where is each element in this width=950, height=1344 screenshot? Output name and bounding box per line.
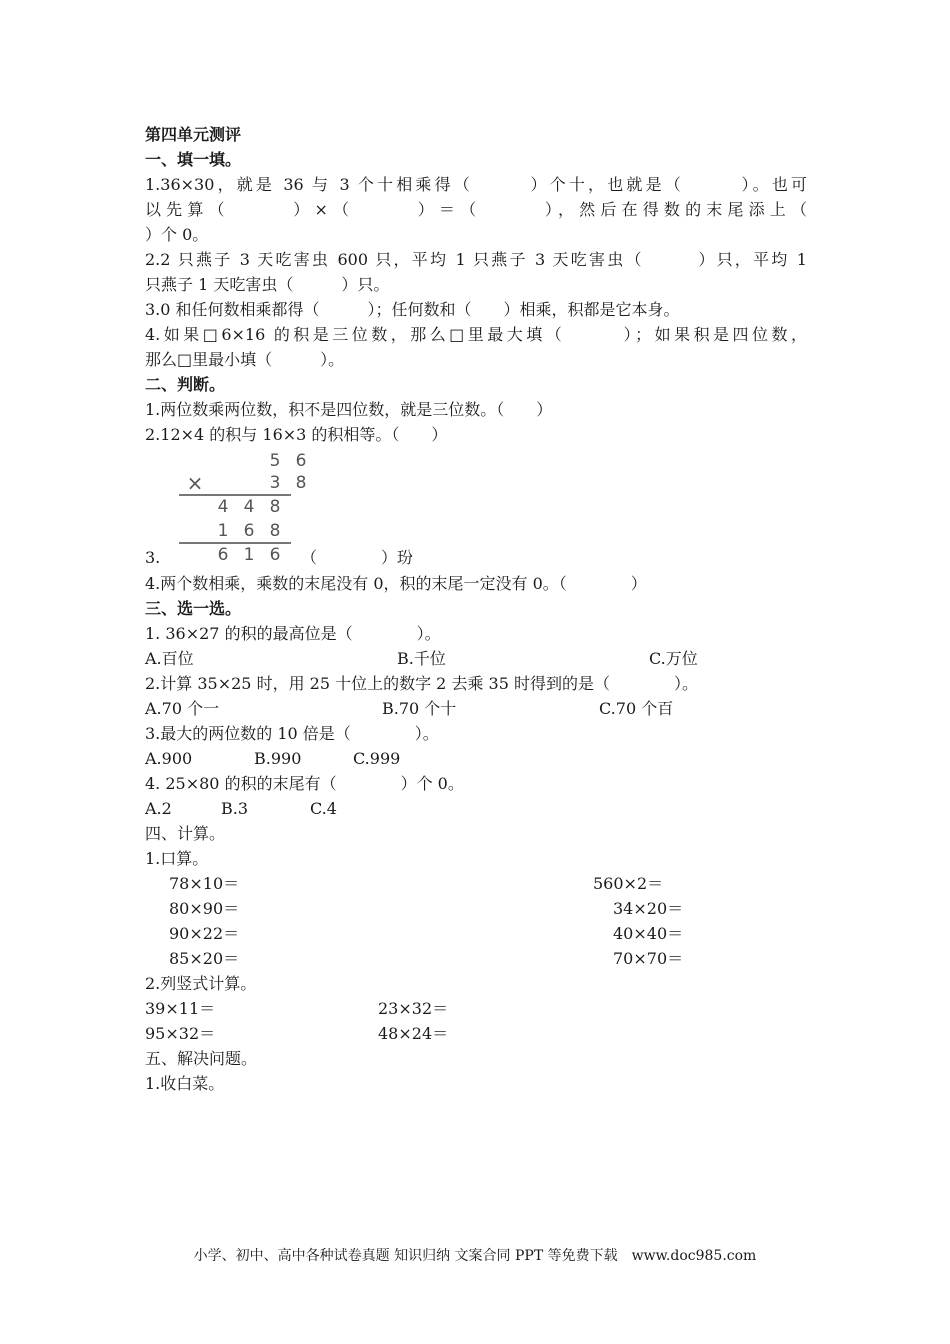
s4-sub1: 1.口算。 xyxy=(145,849,209,868)
column-calc-right-2: 48×24＝ xyxy=(378,1024,449,1043)
s2-q4: 4.两个数相乘，乘数的末尾没有 0，积的末尾一定没有 0。（ ） xyxy=(145,574,647,593)
vertical-multiplication xyxy=(175,450,307,565)
s3-q3-option-c: C.999 xyxy=(353,749,401,768)
s1-q3: 3.0 和任何数相乘都得（ ）；任何数和（ ）相乘，积都是它本身。 xyxy=(145,300,680,319)
vc-r4-d2: 6 xyxy=(243,521,255,541)
oral-left-1: 78×10＝ xyxy=(169,874,240,893)
page-title: 第四单元测评 xyxy=(145,125,242,144)
oral-right-3: 40×40＝ xyxy=(613,924,684,943)
s4-sub2: 2.列竖式计算。 xyxy=(145,974,257,993)
section2-heading: 二、判断。 xyxy=(145,375,226,394)
vc-r2-ones: 8 xyxy=(295,473,307,493)
vc-r3-d1: 4 xyxy=(217,497,229,517)
vc-r5-d2: 1 xyxy=(243,545,255,565)
s3-q3: 3.最大的两位数的 10 倍是（ ）。 xyxy=(145,724,439,743)
s1-q1-line3: ）个 0。 xyxy=(145,225,209,244)
vc-r4-d3: 8 xyxy=(269,521,281,541)
section3-heading: 三、选一选。 xyxy=(145,599,242,618)
section5-heading: 五、解决问题。 xyxy=(145,1049,258,1068)
s3-q4: 4. 25×80 的积的末尾有（ ）个 0。 xyxy=(145,774,464,793)
s3-q4-option-a: A.2 xyxy=(145,799,172,818)
s3-q2-option-a: A.70 个一 xyxy=(145,699,220,718)
s3-q2: 2.计算 35×25 时，用 25 十位上的数字 2 去乘 35 时得到的是（ ）。 xyxy=(145,674,698,693)
oral-right-2: 34×20＝ xyxy=(613,899,684,918)
multiply-sign: × xyxy=(186,471,204,495)
vc-r5-d3: 6 xyxy=(269,545,281,565)
s1-q2-line1: 2.2 只燕子 3 天吃害虫 600 只，平均 1 只燕子 3 天吃害虫（ ）只，平均 1 xyxy=(145,250,807,269)
s3-q3-option-b: B.990 xyxy=(254,749,302,768)
vc-r4-d1: 1 xyxy=(217,521,229,541)
s3-q2-option-b: B.70 个十 xyxy=(382,699,457,718)
column-calc-right-1: 23×32＝ xyxy=(378,999,449,1018)
oral-left-2: 80×90＝ xyxy=(169,899,240,918)
oral-left-4: 85×20＝ xyxy=(169,949,240,968)
column-calc-left-2: 95×32＝ xyxy=(145,1024,216,1043)
vc-r3-d2: 4 xyxy=(243,497,255,517)
vc-r1-tens: 5 xyxy=(269,451,281,471)
vc-r5-d1: 6 xyxy=(217,545,229,565)
vc-r3-d3: 8 xyxy=(269,497,281,517)
s3-q4-option-b: B.3 xyxy=(221,799,249,818)
s1-q4-line2: 那么□里最小填（ ）。 xyxy=(145,350,345,369)
vc-r1-ones: 6 xyxy=(295,451,307,471)
vc-r2-tens: 3 xyxy=(269,473,281,493)
s3-q1-option-a: A.百位 xyxy=(145,649,194,668)
s3-q1-option-c: C.万位 xyxy=(649,649,698,668)
column-calc-left-1: 39×11＝ xyxy=(145,999,216,1018)
s3-q1-option-b: B.千位 xyxy=(397,649,446,668)
s1-q4-line1: 4.如果□6×16 的积是三位数，那么□里最大填（ ）；如果积是四位数， xyxy=(145,325,807,344)
s3-q1: 1. 36×27 的积的最高位是（ ）。 xyxy=(145,624,441,643)
s2-q1: 1.两位数乘两位数，积不是四位数，就是三位数。（ ） xyxy=(145,400,553,419)
oral-left-3: 90×22＝ xyxy=(169,924,240,943)
s1-q1-line1: 1.36×30，就是 36 与 3 个十相乘得（ ）个十，也就是（ ）。也可 xyxy=(145,175,807,194)
s3-q3-option-a: A.900 xyxy=(145,749,193,768)
s5-q1: 1.收白菜。 xyxy=(145,1074,225,1093)
s2-q3-number: 3. xyxy=(145,548,161,567)
s3-q2-option-c: C.70 个百 xyxy=(599,699,674,718)
section1-heading: 一、填一填。 xyxy=(145,150,242,169)
section4-heading: 四、计算。 xyxy=(145,824,226,843)
s2-q2: 2.12×4 的积与 16×3 的积相等。（ ） xyxy=(145,425,448,444)
s3-q4-option-c: C.4 xyxy=(310,799,337,818)
s2-q3-tail: （ ）玢 xyxy=(301,548,414,567)
page-footer: 小学、初中、高中各种试卷真题 知识归纳 文案合同 PPT 等免费下载 www.doc985.com xyxy=(193,1248,757,1264)
oral-right-1: 560×2＝ xyxy=(593,874,664,893)
oral-right-4: 70×70＝ xyxy=(613,949,684,968)
s1-q2-line2: 只燕子 1 天吃害虫（ ）只。 xyxy=(145,275,390,294)
s1-q1-line2: 以先算（ ）×（ ）＝（ ），然后在得数的末尾添上（ xyxy=(145,200,807,219)
